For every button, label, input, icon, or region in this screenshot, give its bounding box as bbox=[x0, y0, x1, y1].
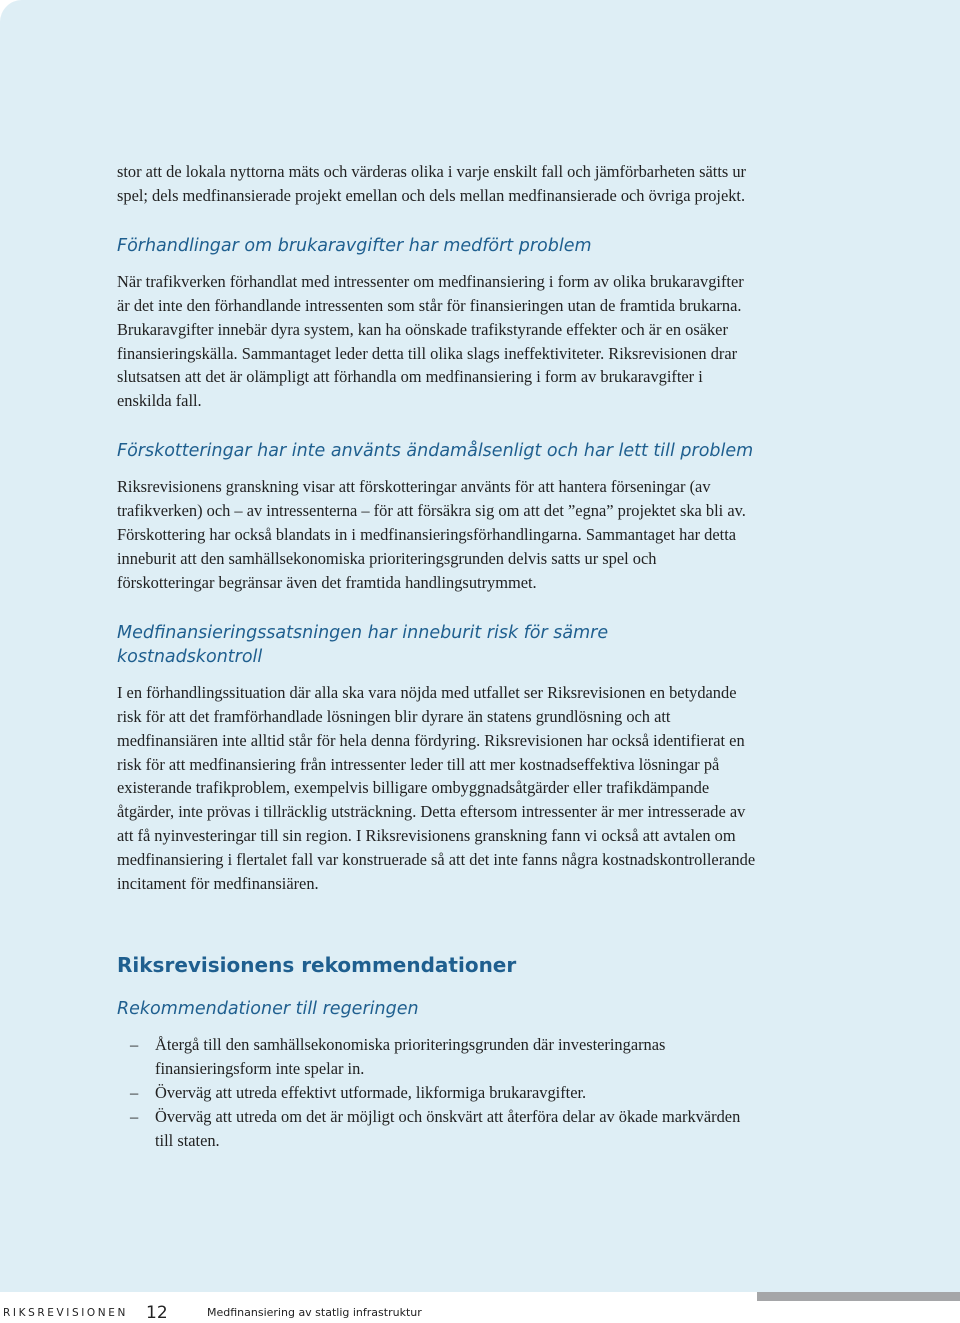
list-item bbox=[117, 1033, 757, 1081]
heading-kostnadskontroll: Medfinansieringssatsningen har inneburit risk för sämre kostnadskontroll bbox=[117, 622, 609, 667]
footer-accent-bar bbox=[757, 1292, 960, 1301]
recommendation-text: Överväg att utreda effektivt utformade, likformiga brukaravgifter. bbox=[155, 1082, 587, 1102]
paragraph-kostnadskontroll: I en förhandlingssituation där alla ska vara nöjda med utfallet ser Riksrevisionen en betydande risk för att det framförhandlade lösningen blir dyrare än statens grundlösning och att medfinansiären inte alltid står för hela denna fördyring. Riksrevisionen har också identifierat en risk för att medfinansiering från intressenter leder till att mer kostnadseffektiva lösningar på existerande trafikproblem, exempelvis billigare ombyggnadsåtgärder eller trafikdämpande åtgärder, inte prövas i tillräcklig utsträckning. Detta eftersom intressenter är mer intresserade av att få nyinvesteringar till sin region. I Riksrevisionens granskning fann vi också att avtalen om medfinansiering i flertalet fall var konstruerade så att det inte fanns några kostnadskontrollerande incitament för medfinansiären. bbox=[117, 682, 756, 894]
recommendation-text: Överväg att utreda om det är möjligt och önskvärt att återföra delar av ökade markvärden till staten. bbox=[155, 1106, 741, 1150]
page-number: 12 bbox=[146, 1303, 168, 1323]
paragraph-forskotteringar: Riksrevisionens granskning visar att förskotteringar använts för att hantera förseningar (av trafikverken) och – av intressenterna – för att försäkra sig om att det ”egna” projektet ska bli av. Förskottering har också blandats in i medfinansieringsförhandlingarna. Sammantaget har detta inneburit att den samhällsekonomiska prioriteringsgrunden delvis satts ur spel och förskotteringar begränsar även det framtida handlingsutrymmet. bbox=[117, 477, 746, 592]
page-footer bbox=[0, 1302, 960, 1322]
section-title-rekommendationer: Riksrevisionens rekommendationer bbox=[117, 952, 517, 977]
recommendation-text: Återgå till den samhällsekonomiska prioriteringsgrunden där investeringarnas finansieringsform inte spelar in. bbox=[155, 1034, 666, 1078]
heading-forskotteringar: Förskotteringar har inte använts ändamålsenligt och har lett till problem bbox=[117, 441, 754, 462]
recommendation-list bbox=[117, 1033, 757, 1153]
paragraph-intro: stor att de lokala nyttorna mäts och värderas olika i varje enskilt fall och jämförbarheten sätts ur spel; dels medfinansierade projekt emellan och dels mellan medfinansierade och övriga projekt. bbox=[117, 162, 747, 205]
list-item bbox=[117, 1081, 757, 1105]
heading-regeringen: Rekommendationer till regeringen bbox=[117, 998, 419, 1019]
paragraph-brukaravgifter: När trafikverken förhandlat med intressenter om medfinansiering i form av olika brukaravgifter är det inte den förhandlande intressenten som står för finansieringen utan de framtida brukarna. Brukaravgifter innebär dyra system, kan ha oönskade trafikstyrande effekter och är en osäker finansieringskälla. Sammantaget leder detta till olika slags ineffektiviteter. Riksrevisionen drar slutsatsen att det är olämpligt att förhandla om medfinansiering i form av brukaravgifter i enskilda fall. bbox=[117, 271, 744, 411]
list-item bbox=[117, 1105, 757, 1153]
heading-brukaravgifter: Förhandlingar om brukaravgifter har medfört problem bbox=[117, 235, 592, 256]
document-body bbox=[117, 160, 757, 1152]
dash-bullet: – bbox=[130, 1082, 139, 1102]
footer-document-title: Medfinansiering av statlig infrastruktur bbox=[207, 1306, 422, 1319]
dash-bullet: – bbox=[130, 1106, 139, 1126]
dash-bullet: – bbox=[130, 1034, 139, 1054]
footer-organization: RIKSREVISIONEN bbox=[3, 1307, 128, 1319]
